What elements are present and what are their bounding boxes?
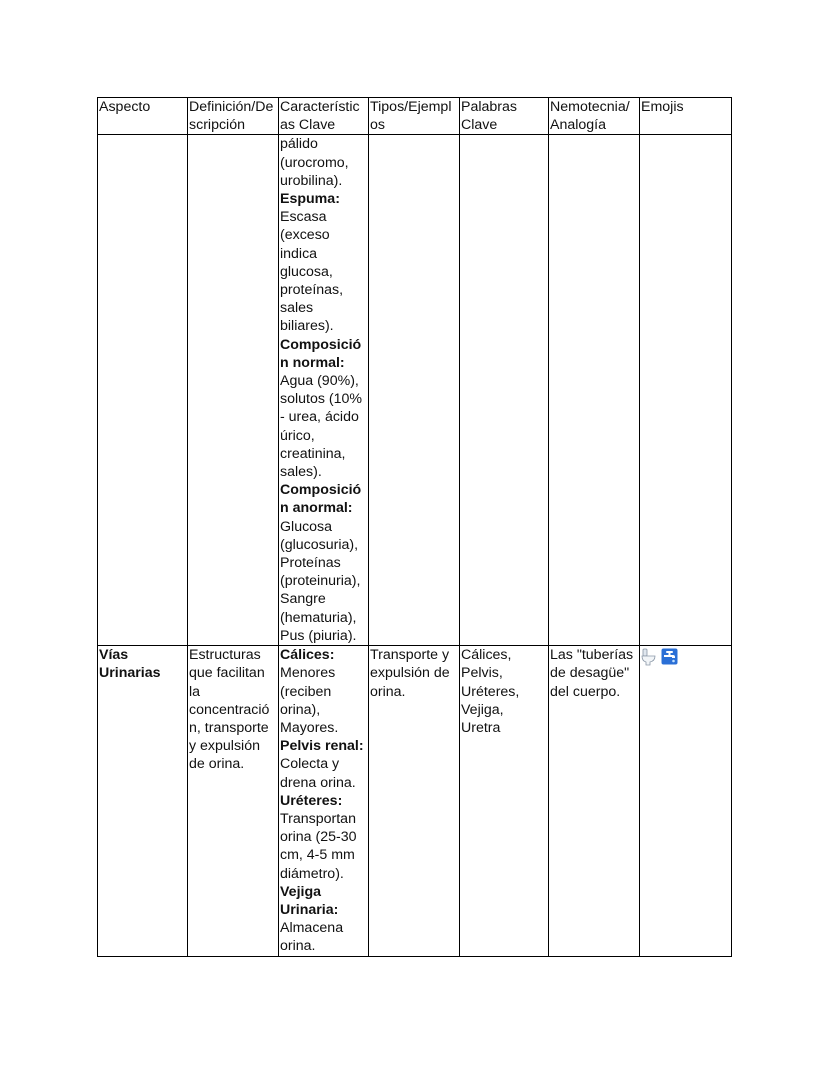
header-aspecto: Aspecto <box>98 98 188 135</box>
text-line: Pelvis, <box>461 665 503 682</box>
faucet-icon <box>661 648 678 666</box>
text-line: sales <box>280 300 314 317</box>
text-line: Transporte y <box>370 647 450 664</box>
text-line: n anormal: <box>280 500 353 517</box>
text-line: sales). <box>280 464 322 481</box>
cell-definicion <box>188 135 279 646</box>
cell-caracteristicas <box>279 646 369 956</box>
text-line: orina. <box>280 938 316 955</box>
text-line: Composició <box>280 336 362 353</box>
header-emojis: Emojis <box>640 98 732 135</box>
text-line: Composició <box>280 482 362 499</box>
text-line: pálido <box>280 136 318 153</box>
text-line: urobilina). <box>280 172 343 189</box>
text-line: Pelvis renal: <box>280 738 364 755</box>
text-line: (hematuria), <box>280 609 357 626</box>
header-row <box>98 98 732 135</box>
text-line: proteínas, <box>280 282 344 299</box>
cell-tipos <box>369 135 460 646</box>
text-line: orina. <box>370 683 406 700</box>
text-line: y expulsión <box>189 738 260 755</box>
cell-aspecto <box>98 135 188 646</box>
text-line: Transportan <box>280 810 356 827</box>
text-line: Uréteres: <box>280 792 343 809</box>
text-line: úrico, <box>280 427 315 444</box>
text-line: Colecta y <box>280 756 340 773</box>
text-line: Almacena <box>280 920 344 937</box>
text-line: (urocromo, <box>280 154 349 171</box>
text-line: Proteínas <box>280 555 341 572</box>
text-line: - urea, ácido <box>280 409 359 426</box>
cell-emojis <box>640 135 732 646</box>
text-line: (glucosuria), <box>280 536 359 553</box>
text-line: Vejiga <box>280 883 322 900</box>
text-line: la <box>189 683 201 700</box>
text-line: Urinaria: <box>280 901 339 918</box>
text-line: Agua (90%), <box>280 373 359 390</box>
text-line: indica <box>280 245 318 262</box>
text-line: diámetro). <box>280 865 344 882</box>
text-line: (reciben <box>280 683 332 700</box>
text-line: n normal: <box>280 354 345 371</box>
cell-palabras <box>460 646 549 956</box>
cell-definicion <box>188 646 279 956</box>
text-line: Las "tuberías <box>550 647 634 664</box>
text-line: orina (25-30 <box>280 829 357 846</box>
text-line: n, transporte <box>189 719 269 736</box>
text-line: Cálices, <box>461 647 512 664</box>
text-line: de desagüe" <box>550 665 630 682</box>
header-nemotecnia: Nemotecnia/ Analogía <box>549 98 640 135</box>
text-line: Sangre <box>280 591 326 608</box>
text-line: Espuma: <box>280 191 340 208</box>
text-line: (proteinuria), <box>280 573 361 590</box>
text-line: (exceso <box>280 227 330 244</box>
text-line: Escasa <box>280 209 327 226</box>
cell-aspecto: Vías Urinarias <box>98 646 188 956</box>
text-line: drena orina. <box>280 774 356 791</box>
header-tipos: Tipos/Ejempl os <box>369 98 460 135</box>
cell-tipos <box>369 646 460 956</box>
cell-caracteristicas <box>279 135 369 646</box>
text-line: Glucosa <box>280 518 333 535</box>
text-line: Vejiga, <box>461 701 504 718</box>
header-definicion: Definición/De scripción <box>188 98 279 135</box>
text-line: Uréteres, <box>461 683 520 700</box>
text-line: que facilitan <box>189 665 265 682</box>
cell-palabras <box>460 135 549 646</box>
text-line: de orina. <box>189 756 245 773</box>
text-line: concentració <box>189 701 270 718</box>
text-line: solutos (10% <box>280 391 363 408</box>
table-row-continuacion <box>98 135 732 646</box>
text-line: orina), <box>280 701 321 718</box>
header-caracteristicas: Característic as Clave <box>279 98 369 135</box>
toilet-icon <box>641 648 657 666</box>
header-palabras: Palabras Clave <box>460 98 549 135</box>
text-line: expulsión de <box>370 665 450 682</box>
text-line: Pus (piuria). <box>280 627 357 644</box>
table-row-vias-urinarias <box>98 646 732 956</box>
text-line: del cuerpo. <box>550 683 621 700</box>
text-line: Menores <box>280 665 336 682</box>
text-line: cm, 4-5 mm <box>280 847 355 864</box>
text-line: Estructuras <box>189 647 261 664</box>
content-table <box>97 97 732 957</box>
cell-nemotecnia <box>549 646 640 956</box>
text-line: glucosa, <box>280 263 333 280</box>
text-line: Uretra <box>461 719 501 736</box>
text-line: creatinina, <box>280 445 346 462</box>
cell-nemotecnia <box>549 135 640 646</box>
text-line: biliares). <box>280 318 334 335</box>
cell-emojis <box>640 646 732 956</box>
text-line: Cálices: <box>280 647 335 664</box>
text-line: Mayores. <box>280 719 339 736</box>
